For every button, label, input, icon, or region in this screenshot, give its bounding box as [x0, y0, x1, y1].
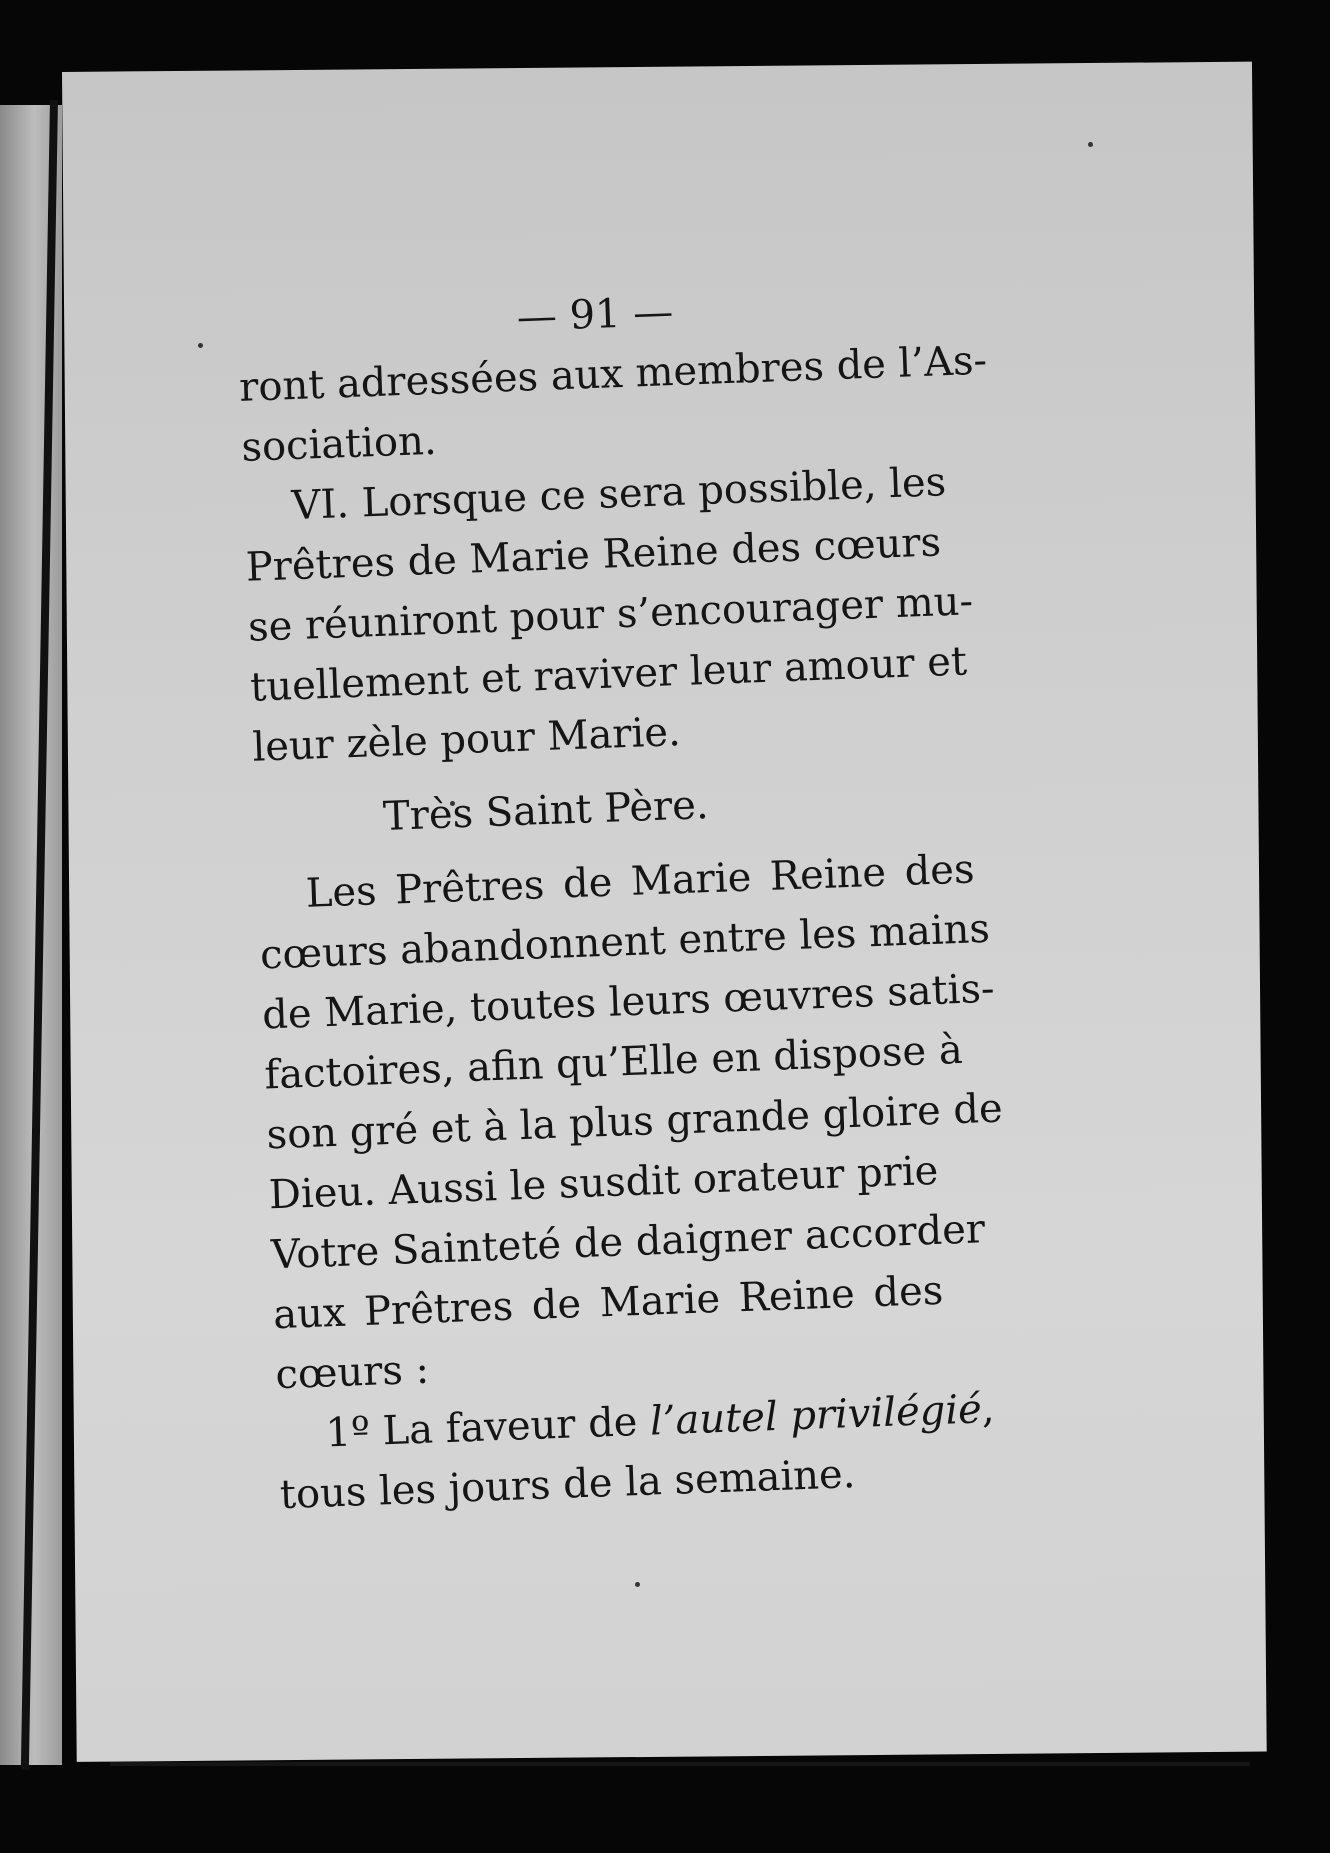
item-suffix: , — [980, 1385, 996, 1433]
text-line: VI. Lorsque ce sera possible, les — [290, 459, 947, 530]
text-line: se réuniront pour s’encourager mu- — [247, 578, 974, 651]
page-text — [236, 269, 1060, 1525]
paragraph-article-vi — [243, 449, 1033, 777]
page-number: — 91 — — [516, 289, 674, 341]
text-line: Dieu. Aussi le susdit orateur prie — [268, 1147, 940, 1219]
text-line: sociation. — [240, 417, 438, 471]
text-line: Prêtres de Marie Reine des cœurs — [245, 519, 942, 591]
text-line: cœurs : — [274, 1346, 430, 1399]
italic-term: l’autel privilégié — [649, 1386, 983, 1445]
salutation-heading: Très Saint Père. — [382, 782, 710, 840]
text-line: tuellement et raviver leur amour et — [249, 638, 968, 711]
dust-speck — [635, 1582, 640, 1587]
text-line: tous les jours de la semaine. — [279, 1451, 857, 1519]
text-line: Les Prêtres de Marie Reine des — [305, 846, 976, 917]
text-line: cœurs abandonnent entre les mains — [259, 905, 991, 979]
dust-speck — [1088, 142, 1093, 147]
dust-speck — [198, 343, 203, 348]
text-line: leur zèle pour Marie. — [251, 709, 682, 771]
item-prefix: 1º La faveur de — [324, 1398, 651, 1457]
page-bottom-edge — [110, 1762, 1250, 1766]
paragraph-petition — [257, 837, 1056, 1405]
text-line: son gré et à la plus grande gloire de — [265, 1085, 1004, 1159]
text-line: factoires, afin qu’Elle en dispose à — [263, 1026, 964, 1099]
text-line: de Marie, toutes leurs œuvres satis- — [261, 965, 996, 1039]
text-line: aux Prêtres de Marie Reine des — [272, 1267, 945, 1339]
text-line: ront adressées aux membres de l’As- — [238, 337, 988, 411]
text-line: Votre Sainteté de daigner accorder — [270, 1206, 986, 1279]
